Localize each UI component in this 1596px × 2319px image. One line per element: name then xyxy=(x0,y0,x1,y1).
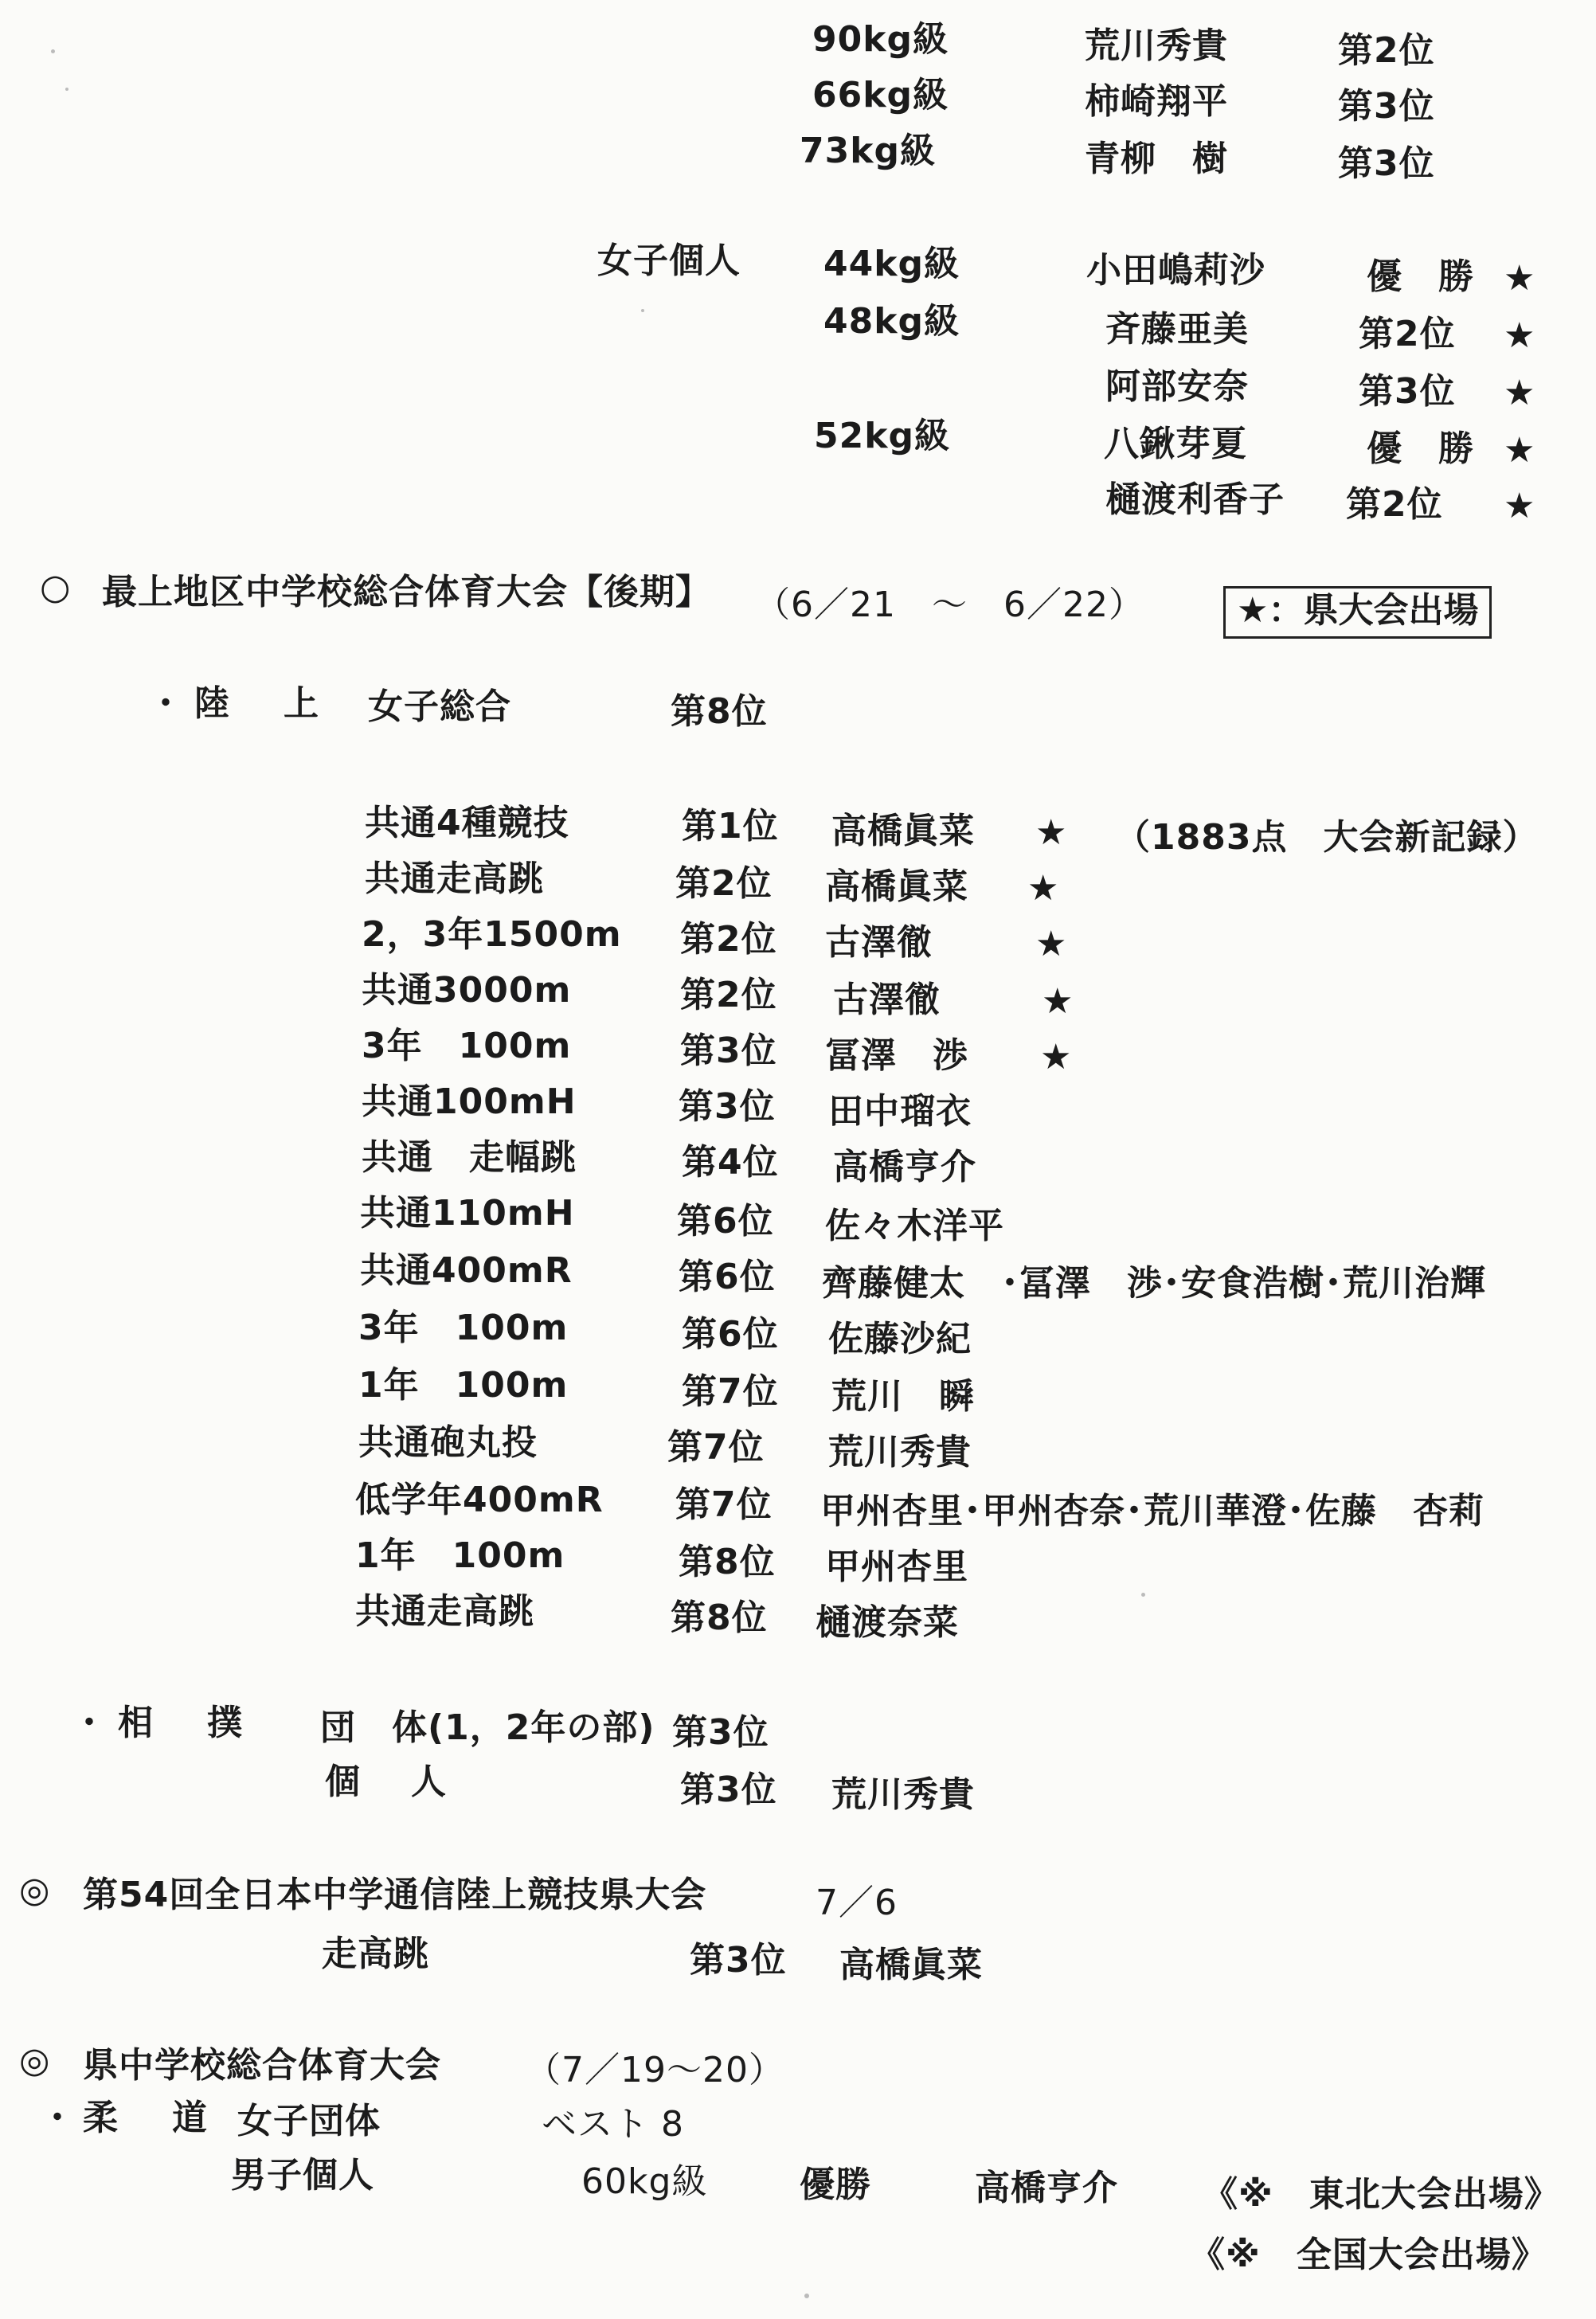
weight-class: 66kg級 xyxy=(812,75,949,115)
rank: 第4位 xyxy=(682,1142,779,1183)
rank: 第2位 xyxy=(680,919,777,960)
sport-label: 陸 上 xyxy=(194,683,328,724)
scan-speck xyxy=(51,49,55,53)
bullet-dot: ・ xyxy=(72,1703,108,1743)
event-name: 3年 100m xyxy=(362,1026,572,1066)
event-name: 共通走高跳 xyxy=(355,1591,534,1632)
rank: 第3位 xyxy=(672,1712,769,1753)
athlete-name: 樋渡利香子 xyxy=(1105,479,1285,520)
athlete-name: 古澤徹 xyxy=(825,922,933,963)
star-icon: ★ xyxy=(1040,1037,1072,1077)
rank: 第3位 xyxy=(680,1030,777,1071)
national-note: 《※ 全国大会出場》 xyxy=(1190,2235,1547,2275)
rank: 第2位 xyxy=(675,863,773,904)
rank: 第1位 xyxy=(682,806,779,847)
athlete-name: 高橋眞菜 xyxy=(831,811,975,851)
sport-label: 相 撲 xyxy=(118,1703,252,1743)
athlete-name: 冨澤 渉 xyxy=(825,1035,968,1076)
event-name: 走高跳 xyxy=(322,1934,429,1974)
athlete-name: 八鍬芽夏 xyxy=(1104,424,1247,464)
rank: 第3位 xyxy=(680,1770,777,1810)
event-name: 共通砲丸投 xyxy=(358,1422,538,1463)
rank: 第3位 xyxy=(679,1086,776,1127)
section-date: 7／6 xyxy=(816,1883,898,1923)
athlete-name: 小田嶋莉沙 xyxy=(1086,250,1265,291)
event-name: 共通110mH xyxy=(360,1193,575,1234)
athlete-name: 齊藤健太 ･冨澤 渉･安食浩樹･荒川治輝 xyxy=(822,1263,1486,1304)
rank: 第7位 xyxy=(682,1371,779,1412)
athlete-name: 佐藤沙紀 xyxy=(828,1319,972,1359)
athlete-name: 柿崎翔平 xyxy=(1085,81,1228,122)
rank: 第6位 xyxy=(677,1201,774,1242)
circle-bullet-icon: ○ xyxy=(40,567,72,608)
rank: 第2位 xyxy=(680,975,777,1015)
record-note: （1883点 大会新記録） xyxy=(1115,817,1539,858)
bullet-dot: ・ xyxy=(148,683,184,724)
athlete-name: 佐々木洋平 xyxy=(825,1206,1004,1246)
team-label: 女子団体 xyxy=(237,2101,381,2141)
legend-box: ★：県大会出場 xyxy=(1223,586,1492,639)
weight-class: 48kg級 xyxy=(823,301,960,342)
rank: 第2位 xyxy=(1359,314,1456,354)
event-name: 1年 100m xyxy=(355,1535,565,1576)
category-label: 男子個人 xyxy=(231,2155,374,2196)
rank: 第3位 xyxy=(1359,371,1456,412)
rank: 優 勝 xyxy=(1367,256,1474,297)
athlete-name: 荒川秀貴 xyxy=(828,1432,972,1472)
athlete-name: 青柳 樹 xyxy=(1085,139,1228,179)
star-icon: ★ xyxy=(1027,868,1059,909)
rank: 第3位 xyxy=(690,1940,787,1981)
rank: 第8位 xyxy=(679,1542,776,1582)
team-result: ベスト 8 xyxy=(542,2104,684,2145)
section-dates: （6／21 ～ 6／22） xyxy=(755,585,1144,625)
event-name: 3年 100m xyxy=(358,1308,569,1348)
event-name: 1年 100m xyxy=(358,1365,569,1406)
star-icon: ★ xyxy=(1504,430,1535,471)
athlete-name: 古澤徹 xyxy=(833,980,941,1020)
rank: 第7位 xyxy=(675,1484,773,1525)
star-icon: ★ xyxy=(1035,812,1067,853)
team-label: 団 体(1，2年の部) xyxy=(320,1707,655,1748)
rank: 第6位 xyxy=(679,1257,776,1297)
rank: 優 勝 xyxy=(1367,428,1474,469)
athlete-name: 高橋亨介 xyxy=(975,2168,1118,2208)
rank: 第8位 xyxy=(671,1597,768,1638)
athlete-name: 甲州杏里 xyxy=(825,1547,968,1587)
event-name: 共通400mR xyxy=(360,1250,573,1291)
rank: 第6位 xyxy=(682,1314,779,1355)
scan-speck xyxy=(1141,1593,1145,1597)
star-icon: ★ xyxy=(1042,981,1074,1022)
athlete-name: 田中瑠衣 xyxy=(828,1091,972,1132)
star-icon: ★ xyxy=(1504,315,1535,356)
rank: 第2位 xyxy=(1346,484,1443,525)
sport-label: 柔 道 xyxy=(83,2098,217,2138)
event-name: 共通100mH xyxy=(362,1081,577,1122)
event-name: 共通走高跳 xyxy=(365,858,544,899)
category-label: 女子総合 xyxy=(368,686,511,727)
weight-class: 90kg級 xyxy=(812,19,949,60)
athlete-name: 高橋亨介 xyxy=(833,1147,976,1187)
bullet-dot: ・ xyxy=(40,2098,76,2138)
scan-speck xyxy=(804,2294,809,2298)
event-name: 共通4種競技 xyxy=(365,803,569,843)
athlete-name: 高橋眞菜 xyxy=(839,1945,983,1985)
star-icon: ★ xyxy=(1504,486,1535,526)
star-icon: ★ xyxy=(1504,258,1535,299)
athlete-name: 阿部安奈 xyxy=(1105,366,1249,407)
athlete-name: 甲州杏里･甲州杏奈･荒川華澄･佐藤 杏莉 xyxy=(820,1491,1485,1531)
event-name: 共通3000m xyxy=(362,970,572,1011)
event-name: 低学年400mR xyxy=(355,1480,604,1520)
section-title: 県中学校総合体育大会 xyxy=(83,2045,441,2086)
rank: 第3位 xyxy=(1338,86,1435,127)
weight-class: 73kg級 xyxy=(800,131,936,171)
rank: 第2位 xyxy=(1338,30,1435,71)
rank: 優勝 xyxy=(800,2165,871,2205)
rank: 第8位 xyxy=(671,691,768,732)
individual-label: 個 人 xyxy=(325,1762,454,1802)
athlete-name: 斉藤亜美 xyxy=(1105,309,1249,350)
scan-speck xyxy=(65,88,68,91)
rank: 第7位 xyxy=(667,1427,765,1468)
category-label: 女子個人 xyxy=(597,241,741,281)
section-dates: （7／19～20） xyxy=(526,2050,784,2090)
athlete-name: 荒川 瞬 xyxy=(831,1376,975,1417)
star-icon: ★ xyxy=(1035,924,1067,964)
weight-class: 44kg級 xyxy=(823,244,960,284)
scan-speck xyxy=(641,309,644,312)
event-name: 2，3年1500m xyxy=(362,914,622,955)
athlete-name: 荒川秀貴 xyxy=(831,1774,975,1815)
athlete-name: 樋渡奈菜 xyxy=(816,1602,959,1643)
athlete-name: 高橋眞菜 xyxy=(825,866,968,907)
double-circle-bullet-icon: ◎ xyxy=(19,1870,51,1910)
star-icon: ★ xyxy=(1504,373,1535,413)
double-circle-bullet-icon: ◎ xyxy=(19,2040,51,2081)
athlete-name: 荒川秀貴 xyxy=(1085,25,1228,66)
weight-class: 60kg級 xyxy=(581,2161,708,2202)
section-title: 最上地区中学校総合体育大会【後期】 xyxy=(102,572,711,612)
section-title: 第54回全日本中学通信陸上競技県大会 xyxy=(83,1875,707,1915)
tohoku-note: 《※ 東北大会出場》 xyxy=(1203,2174,1560,2215)
weight-class: 52kg級 xyxy=(814,416,950,456)
rank: 第3位 xyxy=(1338,143,1435,184)
event-name: 共通 走幅跳 xyxy=(362,1137,577,1178)
